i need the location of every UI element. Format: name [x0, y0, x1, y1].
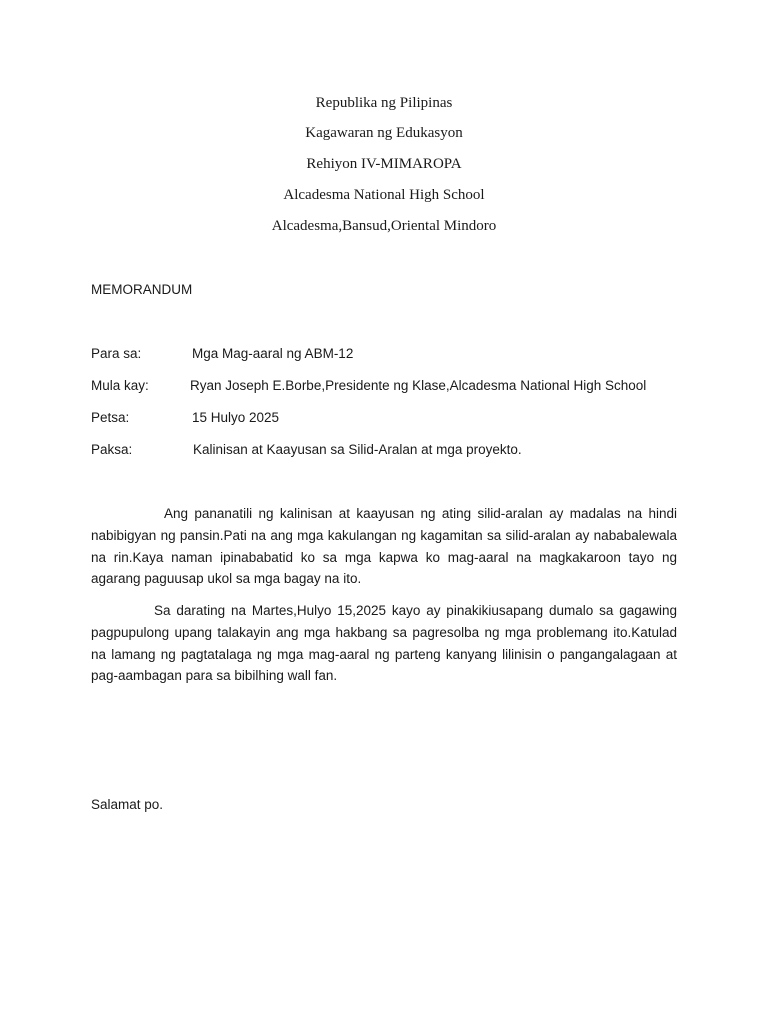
field-date-label: Petsa:: [91, 410, 130, 425]
header-address: Alcadesma,Bansud,Oriental Mindoro: [271, 218, 497, 234]
closing-text: Salamat po.: [91, 797, 164, 812]
field-subject-value: Kalinisan at Kaayusan sa Silid-Aralan at mga proyekto.: [193, 442, 522, 457]
field-subject-label: Paksa:: [91, 442, 133, 457]
header-republic: Republika ng Pilipinas: [315, 95, 453, 111]
field-to-value: Mga Mag-aaral ng ABM-12: [192, 346, 354, 361]
field-from-value: Ryan Joseph E.Borbe,Presidente ng Klase,Alcadesma National High School: [190, 378, 647, 393]
header-region: Rehiyon IV-MIMAROPA: [306, 156, 462, 172]
field-date-value: 15 Hulyo 2025: [192, 410, 280, 425]
memo-title: MEMORANDUM: [91, 282, 193, 297]
body-paragraph-1: Ang pananatili ng kalinisan at kaayusan ng ating silid-aralan ay madalas na hindi nabibigyan ng pansin.Pati na ang mga kakulangan ng kagamitan sa silid-aralan ay nababalewala na rin.Kaya naman ipinababatid ko sa mga kapwa ko mag-aaral na magkakaroon tayo ng agarang paguusap ukol sa mga bagay na ito.: [91, 506, 677, 587]
header-department: Kagawaran ng Edukasyon: [305, 125, 463, 141]
field-from-label: Mula kay:: [91, 378, 149, 393]
header-school: Alcadesma National High School: [283, 187, 485, 203]
body-paragraph-2: Sa darating na Martes,Hulyo 15,2025 kayo ay pinakikiusapang dumalo sa gagawing pagpupulong upang talakayin ang mga hakbang sa pagresolba ng mga problemang ito.Katulad na lamang ng pagtatalaga ng mga mag-aaral ng parteng kanyang lilinisin o pangangalagaan at pag-aambagan para sa bibilhing wall fan.: [91, 603, 677, 684]
field-to-label: Para sa:: [91, 346, 142, 361]
